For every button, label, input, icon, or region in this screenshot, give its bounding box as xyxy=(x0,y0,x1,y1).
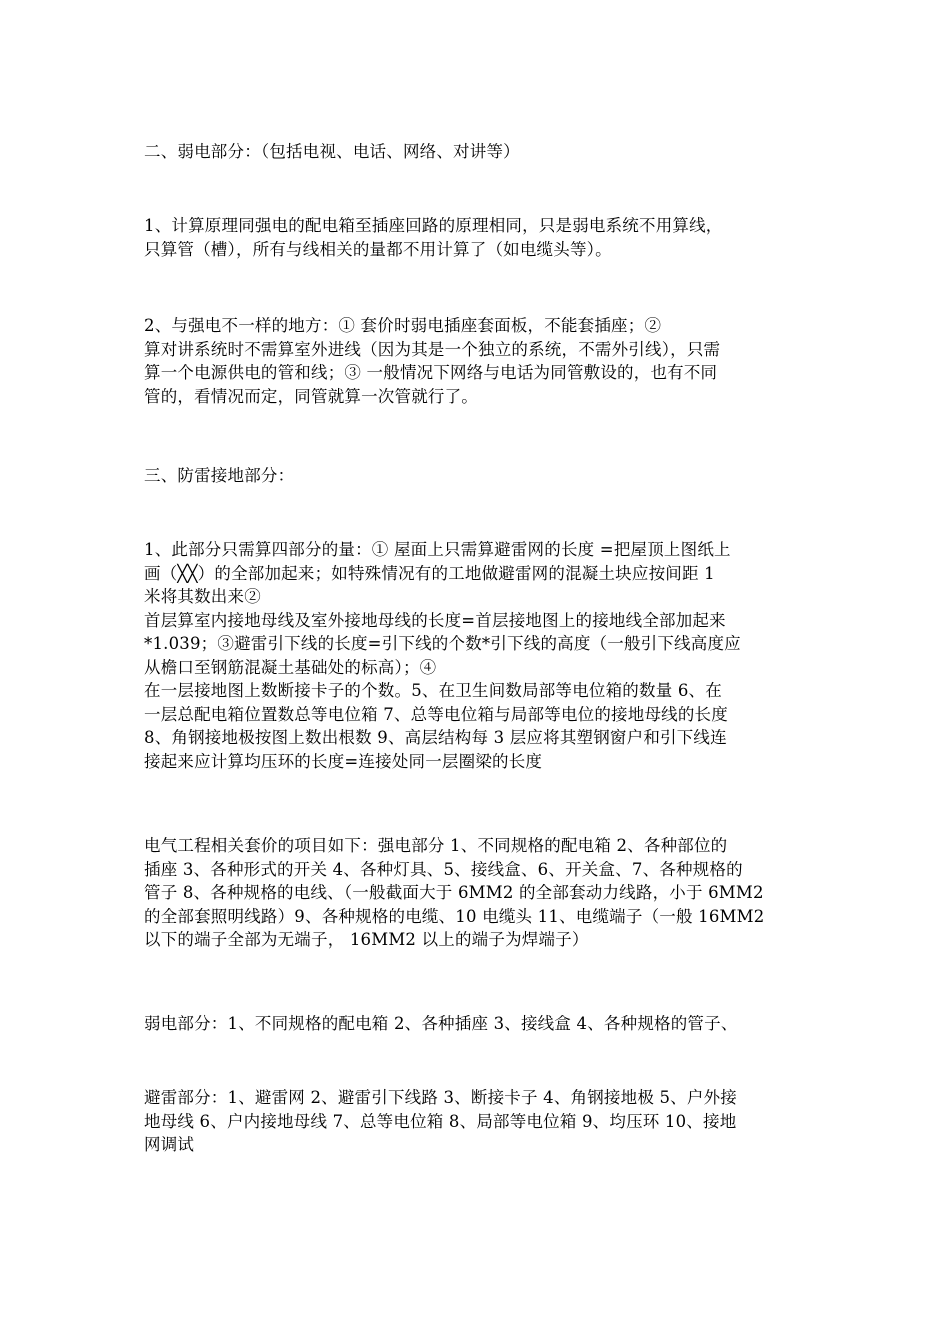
text-line: 三、防雷接地部分： xyxy=(144,466,295,485)
text-line: 在一层接地图上数断接卡子的个数。5、在卫生间数局部等电位箱的数量 6、在 xyxy=(144,681,722,700)
text-line: 8、角钢接地极按图上数出根数 9、高层结构每 3 层应将其塑钢窗户和引下线连 xyxy=(144,728,727,747)
text-line: 电气工程相关套价的项目如下：强电部分 1、不同规格的配电箱 2、各种部位的 xyxy=(144,836,728,855)
text-line: 算对讲系统时不需算室外进线（因为其是一个独立的系统，不需外引线），只需 xyxy=(144,339,721,359)
paragraph-weak-current-items xyxy=(144,1012,814,1036)
text-line: 管的，看情况而定，同管就算一次管就行了。 xyxy=(144,386,478,406)
paragraph-lightning-items xyxy=(144,1086,814,1157)
heading-lightning-grounding xyxy=(144,464,814,488)
paragraph-weak-current-principle xyxy=(144,214,814,261)
text-line: 算一个电源供电的管和线；③ 一般情况下网络与电话为同管敷设的，也有不同 xyxy=(144,363,718,382)
text-line: 1、计算原理同强电的配电箱至插座回路的原理相同，只是弱电系统不用算线， xyxy=(144,216,723,235)
text-line: 弱电部分：1、不同规格的配电箱 2、各种插座 3、接线盒 4、各种规格的管子、 xyxy=(144,1014,738,1033)
text-line: 米将其数出来② xyxy=(144,587,261,606)
paragraph-weak-current-differences xyxy=(144,314,814,408)
text-line: 的全部套照明线路）9、各种规格的电缆、10 电缆头 11、电缆端子（一般 16MM2 xyxy=(144,906,765,926)
paragraph-lightning-grounding-quantities xyxy=(144,538,814,773)
text-line: 插座 3、各种形式的开关 4、各种灯具、5、接线盒、6、开关盒、7、各种规格的 xyxy=(144,859,743,879)
text-line: 管子 8、各种规格的电线、（一般截面大于 6MM2 的全部套动力线路，小于 6MM2 xyxy=(144,883,764,902)
heading-weak-current xyxy=(144,140,814,164)
text-line: 1、此部分只需算四部分的量：① 屋面上只需算避雷网的长度 =把屋顶上图纸上 xyxy=(144,540,731,559)
text-line: 只算管（槽），所有与线相关的量都不用计算了（如电缆头等）。 xyxy=(144,239,612,259)
text-line: 网调试 xyxy=(144,1135,195,1154)
text-line: 2、与强电不一样的地方：① 套价时弱电插座套面板，不能套插座；② xyxy=(144,316,662,335)
text-line: 从檐口至钢筋混凝土基础处的标高）；④ xyxy=(144,657,437,677)
text-line: 以下的端子全部为无端子， 16MM2 以上的端子为焊端子） xyxy=(144,930,589,949)
text-line: 避雷部分：1、避雷网 2、避雷引下线路 3、断接卡子 4、角钢接地极 5、户外接 xyxy=(144,1088,737,1107)
paragraph-electrical-pricing-items xyxy=(144,834,814,952)
text-line: 首层算室内接地母线及室外接地母线的长度=首层接地图上的接地线全部加起来 xyxy=(144,610,726,630)
text-line: 画（╳╳）的全部加起来；如特殊情况有的工地做避雷网的混凝土块应按间距 1 xyxy=(144,563,715,583)
text-line: *1.039；③避雷引下线的长度=引下线的个数*引下线的高度（一般引下线高度应 xyxy=(144,634,741,653)
text-line: 接起来应计算均压环的长度=连接处同一层圈梁的长度 xyxy=(144,751,543,771)
text-line: 地母线 6、户内接地母线 7、总等电位箱 8、局部等电位箱 9、均压环 10、接地 xyxy=(144,1111,737,1131)
text-line: 二、弱电部分：（包括电视、电话、网络、对讲等） xyxy=(144,142,520,161)
text-line: 一层总配电箱位置数总等电位箱 7、总等电位箱与局部等电位的接地母线的长度 xyxy=(144,704,728,724)
